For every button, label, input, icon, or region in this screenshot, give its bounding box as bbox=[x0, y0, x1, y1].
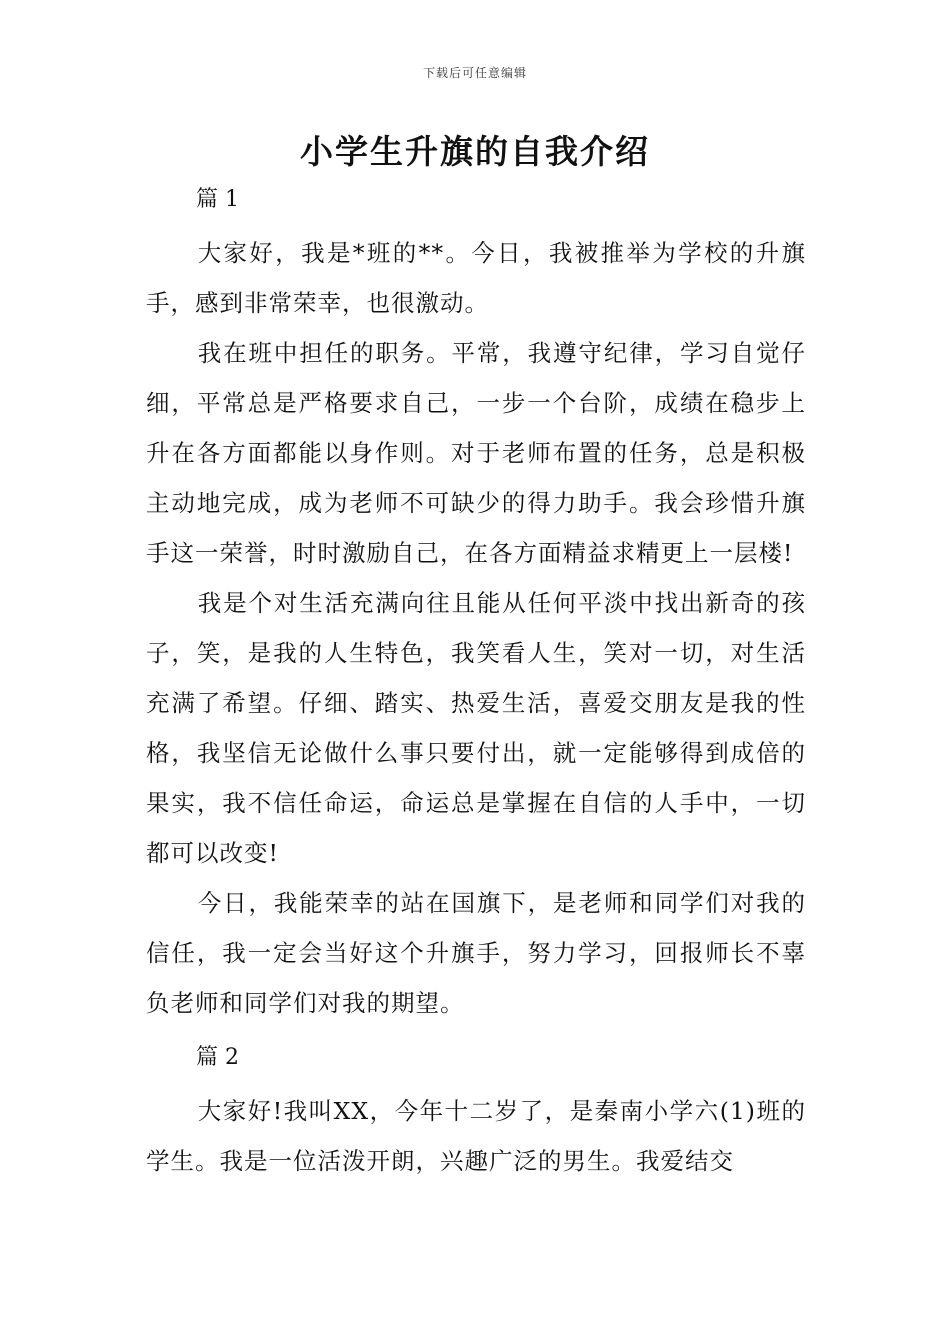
document-title: 小学生升旗的自我介绍 bbox=[300, 132, 650, 171]
section-heading: 篇 2 bbox=[196, 1045, 239, 1070]
paragraph: 大家好，我是*班的**。今日，我被推举为学校的升旗手，感到非常荣幸，也很激动。 bbox=[146, 239, 806, 317]
header-note: 下载后可任意编辑 bbox=[422, 66, 527, 80]
paragraph: 我是个对生活充满向往且能从任何平淡中找出新奇的孩子，笑，是我的人生特色，我笑看人生，笑对一切，对生活充满了希望。仔细、踏实、热爱生活，喜爱交朋友是我的性格，我坚信无论做什么事只要付出，就一定能够得到成倍的果实，我不信任命运，命运总是掌握在自信的人手中，一切都可以改变! bbox=[146, 589, 806, 867]
paragraph: 今日，我能荣幸的站在国旗下，是老师和同学们对我的信任，我一定会当好这个升旗手，努力学习，回报师长不辜负老师和同学们对我的期望。 bbox=[146, 889, 806, 1017]
section-heading: 篇 1 bbox=[196, 187, 239, 212]
document-body bbox=[146, 180, 806, 1186]
paragraph: 大家好!我叫XX，今年十二岁了，是秦南小学六(1)班的学生。我是一位活泼开朗，兴趣广泛的男生。我爱结交 bbox=[146, 1097, 806, 1175]
paragraph: 我在班中担任的职务。平常，我遵守纪律，学习自觉仔细，平常总是严格要求自己，一步一个台阶，成绩在稳步上升在各方面都能以身作则。对于老师布置的任务，总是积极主动地完成，成为老师不可缺少的得力助手。我会珍惜升旗手这一荣誉，时时激励自己，在各方面精益求精更上一层楼! bbox=[146, 339, 806, 567]
